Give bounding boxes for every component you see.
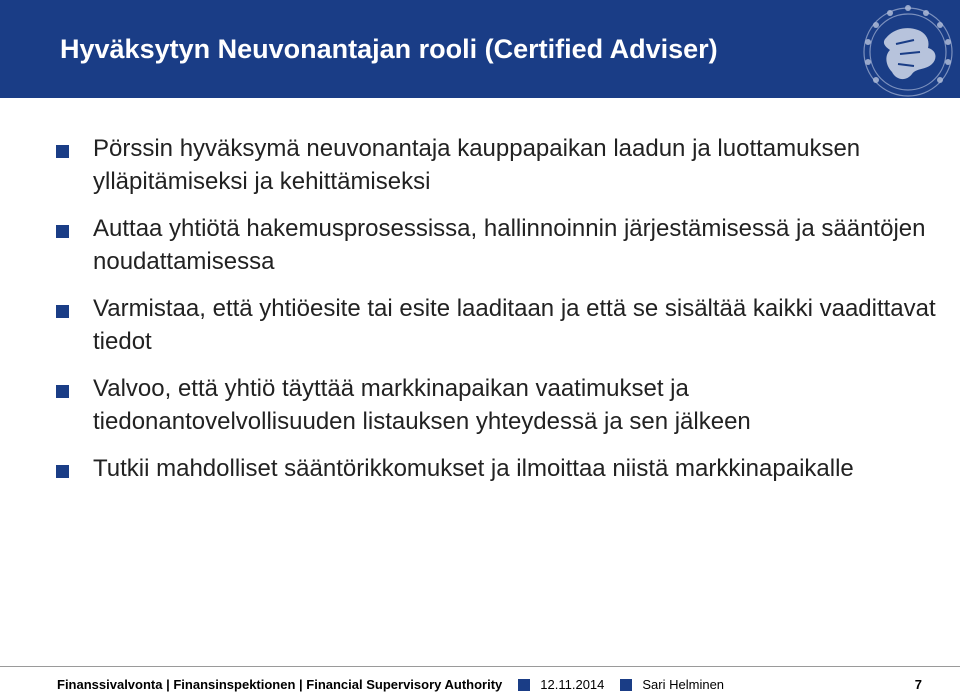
bullet-text: Varmistaa, että yhtiöesite tai esite laaditaan ja että se sisältää kaikki vaadittavat tiedot [93,295,936,355]
finnish-lion-coat-of-arms-icon [856,0,960,98]
title-bar [0,0,960,98]
bullet-list [56,132,936,499]
slide-footer [0,666,960,700]
square-bullet-icon [56,305,69,318]
square-bullet-icon [56,465,69,478]
footer-date: 12.11.2014 [540,677,605,692]
square-separator-icon [620,679,632,691]
footer-info [57,677,724,692]
list-item [56,292,936,358]
square-bullet-icon [56,225,69,238]
footer-organization: Finanssivalvonta | Finansinspektionen | Financial Supervisory Authority [57,677,503,692]
bullet-text: Pörssin hyväksymä neuvonantaja kauppapaikan laadun ja luottamuksen ylläpitämiseksi ja kehittämiseksi [93,135,861,195]
list-item [56,372,936,438]
list-item [56,452,936,485]
page-number: 7 [914,677,922,692]
bullet-text: Tutkii mahdolliset sääntörikkomukset ja ilmoittaa niistä markkinapaikalle [93,455,854,482]
slide-title: Hyväksytyn Neuvonantajan rooli (Certified Adviser) [60,34,718,64]
square-bullet-icon [56,385,69,398]
square-bullet-icon [56,145,69,158]
list-item [56,212,936,278]
bullet-text: Auttaa yhtiötä hakemusprosessissa, hallinnoinnin järjestämisessä ja sääntöjen noudattamisessa [93,215,926,275]
list-item [56,132,936,198]
bullet-text: Valvoo, että yhtiö täyttää markkinapaikan vaatimukset ja tiedonantovelvollisuuden listauksen yhteydessä ja sen jälkeen [93,375,751,435]
footer-author: Sari Helminen [642,677,725,692]
square-separator-icon [518,679,530,691]
